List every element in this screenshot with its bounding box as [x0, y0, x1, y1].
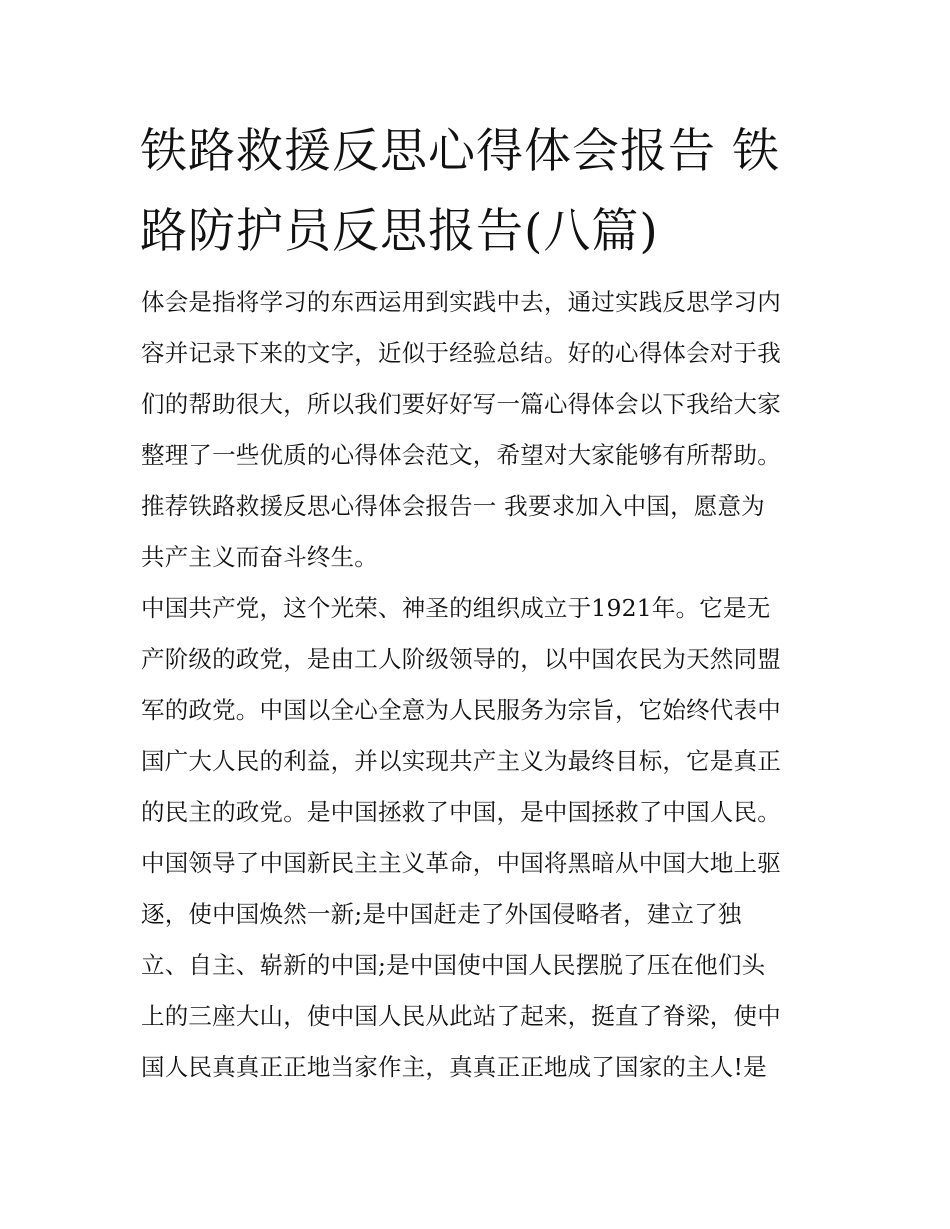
title-line-2: 路防护员反思报告(八篇)	[140, 204, 659, 259]
body-line: 中国共产党，这个光荣、神圣的组织成立于1921年。它是无	[141, 594, 771, 622]
body-line: 的民主的政党。是中国拯救了中国，是中国拯救了中国人民。	[141, 798, 781, 826]
body-line: 体会是指将学习的东西运用到实践中去，通过实践反思学习内	[141, 288, 781, 316]
body-line: 上的三座大山，使中国人民从此站了起来，挺直了脊梁，使中	[141, 1002, 781, 1030]
body-line: 逐，使中国焕然一新;是中国赶走了外国侵略者，建立了独	[141, 900, 742, 928]
body-line: 立、自主、崭新的中国;是中国使中国人民摆脱了压在他们头	[141, 951, 766, 979]
body-line: 共产主义而奋斗终生。	[141, 543, 378, 571]
document-body	[141, 277, 821, 1093]
body-line: 军的政党。中国以全心全意为人民服务为宗旨，它始终代表中	[141, 696, 781, 724]
body-line: 整理了一些优质的心得体会范文，希望对大家能够有所帮助。	[141, 441, 781, 469]
body-line: 国人民真真正正地当家作主，真真正正地成了国家的主人!是	[141, 1053, 767, 1081]
body-line: 产阶级的政党，是由工人阶级领导的，以中国农民为天然同盟	[141, 645, 781, 673]
body-line: 们的帮助很大，所以我们要好好写一篇心得体会以下我给大家	[141, 390, 781, 418]
document-title	[140, 112, 820, 272]
body-line: 中国领导了中国新民主主义革命，中国将黑暗从中国大地上驱	[141, 849, 781, 877]
body-line: 国广大人民的利益，并以实现共产主义为最终目标，它是真正	[141, 747, 781, 775]
body-line: 容并记录下来的文字，近似于经验总结。好的心得体会对于我	[141, 339, 781, 367]
title-line-1: 铁路救援反思心得体会报告 铁	[140, 124, 780, 179]
body-line: 推荐铁路救援反思心得体会报告一 我要求加入中国，愿意为	[141, 492, 765, 520]
